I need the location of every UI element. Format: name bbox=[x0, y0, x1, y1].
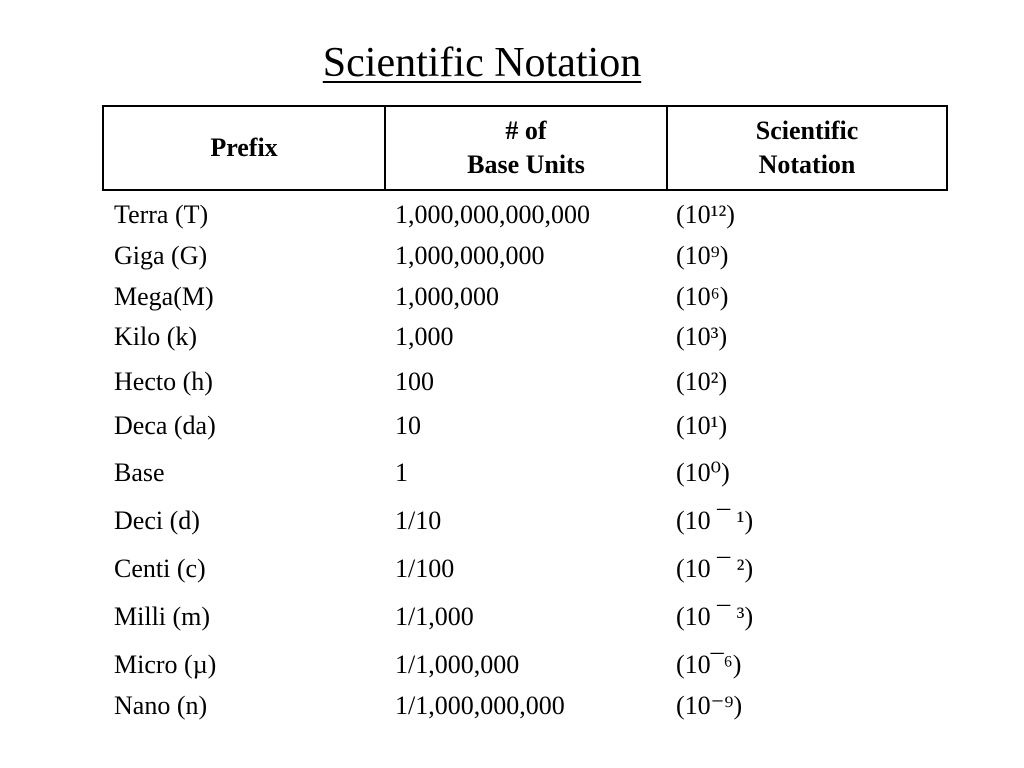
cell-prefix: Deci (d) bbox=[114, 506, 200, 535]
cell-base-units: 10 bbox=[395, 411, 421, 440]
cell-base-units: 1,000,000,000 bbox=[395, 241, 545, 270]
cell-prefix: Nano (n) bbox=[114, 691, 208, 720]
cell-scientific-notation: (10²) bbox=[676, 367, 728, 396]
header-base-units-line1: # of bbox=[505, 116, 547, 145]
cell-base-units: 1/1,000,000,000 bbox=[395, 691, 565, 720]
cell-base-units: 1/100 bbox=[395, 554, 455, 583]
cell-base-units: 1,000,000,000,000 bbox=[395, 200, 590, 229]
header-sci-line2: Notation bbox=[758, 150, 856, 179]
cell-scientific-notation: (10⁹) bbox=[676, 241, 729, 270]
table-row bbox=[0, 199, 1024, 231]
cell-prefix: Terra (T) bbox=[114, 200, 209, 229]
cell-base-units: 1,000,000 bbox=[395, 282, 499, 311]
cell-scientific-notation: (10 ¯ ²) bbox=[676, 554, 754, 583]
cell-base-units: 1/1,000 bbox=[395, 602, 474, 631]
cell-prefix: Milli (m) bbox=[114, 602, 211, 631]
cell-scientific-notation: (10⁻⁹) bbox=[676, 691, 743, 720]
cell-scientific-notation: (10 ¯ ³) bbox=[676, 602, 754, 631]
cell-scientific-notation: (10⁶) bbox=[676, 282, 729, 311]
cell-prefix: Micro (µ) bbox=[114, 650, 217, 679]
table-row bbox=[0, 321, 1024, 353]
table-row bbox=[0, 649, 1024, 681]
cell-base-units: 1/10 bbox=[395, 506, 442, 535]
cell-scientific-notation: (10¯⁶) bbox=[676, 650, 742, 679]
table-row bbox=[0, 601, 1024, 633]
cell-scientific-notation: (10¹) bbox=[676, 411, 728, 440]
cell-prefix: Hecto (h) bbox=[114, 367, 213, 396]
table-row bbox=[0, 281, 1024, 313]
cell-prefix: Kilo (k) bbox=[114, 322, 198, 351]
cell-scientific-notation: (10¹²) bbox=[676, 200, 735, 229]
cell-prefix: Base bbox=[114, 458, 165, 487]
table-row bbox=[0, 553, 1024, 585]
cell-prefix: Mega(M) bbox=[114, 282, 214, 311]
cell-base-units: 1/1,000,000 bbox=[395, 650, 520, 679]
cell-prefix: Giga (G) bbox=[114, 241, 208, 270]
table-row bbox=[0, 240, 1024, 272]
header-prefix-label: Prefix bbox=[210, 133, 278, 162]
cell-prefix: Deca (da) bbox=[114, 411, 216, 440]
table-row bbox=[0, 505, 1024, 537]
page-title: Scientific Notation bbox=[322, 40, 642, 86]
cell-scientific-notation: (10 ¯ ¹) bbox=[676, 506, 754, 535]
cell-scientific-notation: (10³) bbox=[676, 322, 728, 351]
header-sci-line1: Scientific bbox=[755, 116, 859, 145]
cell-base-units: 1 bbox=[395, 458, 408, 487]
cell-base-units: 100 bbox=[395, 367, 434, 396]
table-row bbox=[0, 410, 1024, 442]
table-row bbox=[0, 366, 1024, 398]
cell-base-units: 1,000 bbox=[395, 322, 454, 351]
header-base-units-line2: Base Units bbox=[467, 150, 585, 179]
cell-scientific-notation: (10⁰) bbox=[676, 458, 730, 487]
cell-prefix: Centi (c) bbox=[114, 554, 206, 583]
table-row bbox=[0, 690, 1024, 722]
table-row bbox=[0, 457, 1024, 489]
